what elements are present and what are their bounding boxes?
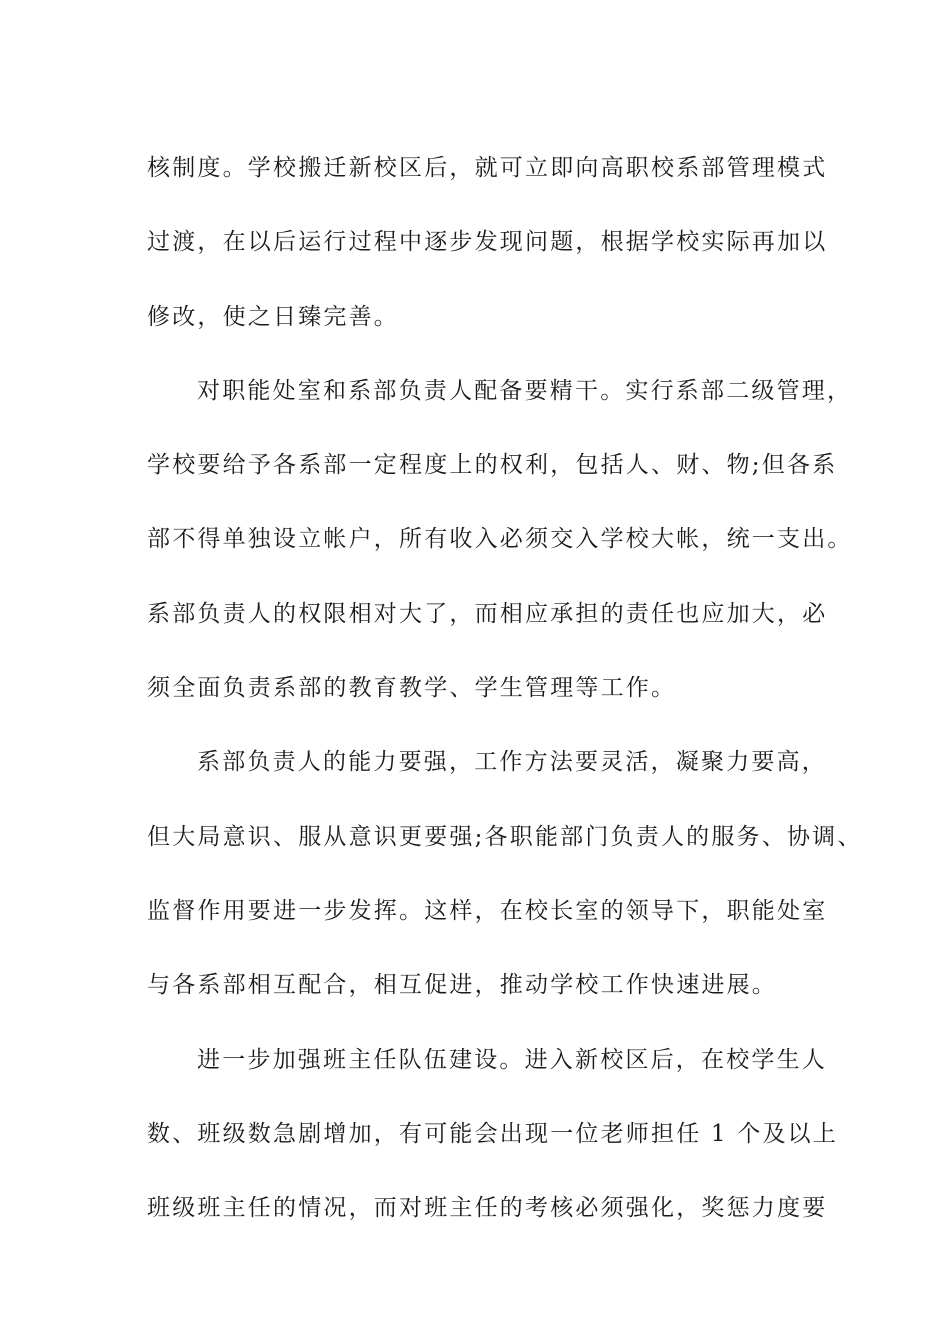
text-line-12: 与各系部相互配合，相互促进，推动学校工作快速进展。 <box>147 972 777 999</box>
text-line-1: 核制度。学校搬迁新校区后，就可立即向高职校系部管理模式 <box>147 155 828 181</box>
text-line-11: 监督作用要进一步发挥。这样，在校长室的领导下，职能处室 <box>147 897 828 924</box>
text-line-7: 系部负责人的权限相对大了，而相应承担的责任也应加大，必 <box>147 600 828 627</box>
text-line-3: 修改，使之日臻完善。 <box>147 303 399 330</box>
text-line-4: 对职能处室和系部负责人配备要精干。实行系部二级管理， <box>197 377 853 404</box>
text-line-13: 进一步加强班主任队伍建设。进入新校区后，在校学生人 <box>197 1046 827 1073</box>
text-line-9: 系部负责人的能力要强，工作方法要灵活，凝聚力要高， <box>197 749 827 776</box>
body-text <box>147 131 863 1245</box>
text-line-15: 班级班主任的情况，而对班主任的考核必须强化，奖惩力度要 <box>147 1195 828 1222</box>
text-line-6: 部不得单独设立帐户，所有收入必须交入学校大帐，统一支出。 <box>147 526 853 553</box>
text-line-8: 须全面负责系部的教育教学、学生管理等工作。 <box>147 675 677 702</box>
text-line-14: 数、班级数急剧增加，有可能会出现一位老师担任 1 个及以上 <box>147 1120 839 1147</box>
text-line-10: 但大局意识、服从意识更要强;各职能部门负责人的服务、协调、 <box>147 823 863 850</box>
text-line-2: 过渡，在以后运行过程中逐步发现问题，根据学校实际再加以 <box>147 229 828 256</box>
text-line-5: 学校要给予各系部一定程度上的权利，包括人、财、物;但各系 <box>147 452 838 479</box>
